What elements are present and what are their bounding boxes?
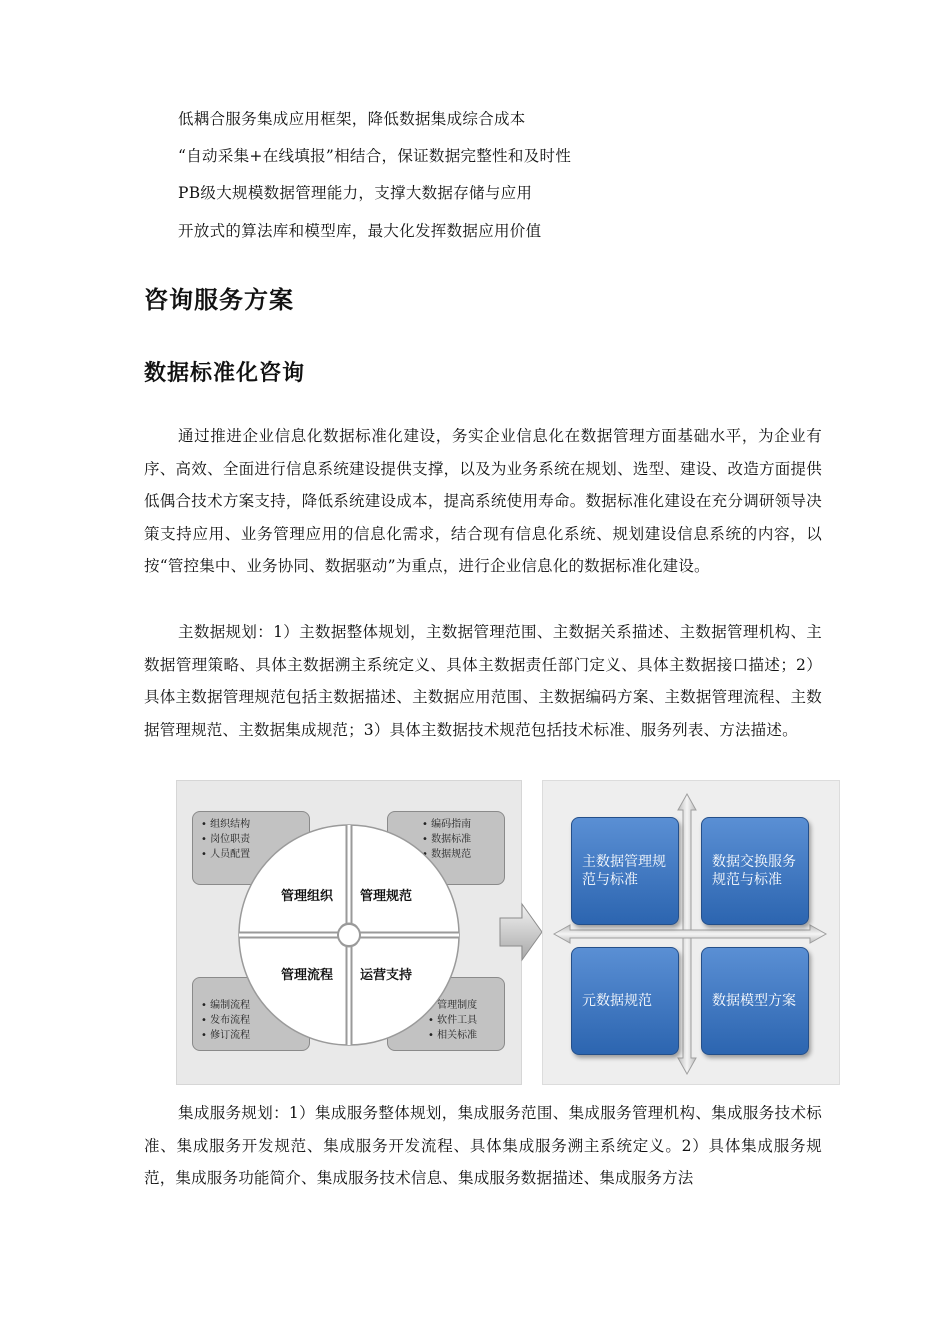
quadrant-label: 管理组织 [281,889,334,904]
detail-item: • 人员配置 [201,847,309,862]
feature-line-4: 开放式的算法库和模型库，最大化发挥数据应用价值 [178,222,542,240]
right-arrow-icon [498,902,546,962]
governance-wheel-panel [176,780,522,1085]
detail-item: • 数据标准 [422,832,504,847]
quadrant-label: 管理流程 [281,968,334,983]
feature-line-1: 低耦合服务集成应用框架，降低数据集成综合成本 [178,110,526,128]
detail-item: • 编制流程 [201,998,309,1013]
detail-item: • 组织结构 [201,817,309,832]
detail-item: • 相关标准 [428,1028,504,1043]
section-heading: 咨询服务方案 [144,286,294,314]
detail-item: • 修订流程 [201,1028,309,1043]
master-data-paragraph: 主数据规划：1）主数据整体规划，主数据管理范围、主数据关系描述、主数据管理机构、主数据管理策略、具体主数据溯主系统定义、具体主数据责任部门定义、具体主数据接口描述；2）具体主数据管理规范包括主数据描述、主数据应用范围、主数据编码方案、主数据管理流程、主数据管理规范、主数据集成规范；3）具体主数据技术规范包括技术标准、服务列表、方法描述。 [144,623,822,739]
detail-item: • 数据规范 [422,847,504,862]
feature-line-3: PB级大规模数据管理能力，支撑大数据存储与应用 [178,184,533,202]
detail-item: • 岗位职责 [201,832,309,847]
detail-item: • 发布流程 [201,1013,309,1028]
quadrant-label: 管理规范 [360,889,413,904]
data-governance-figure [176,780,840,1085]
quadrant-label: 运营支持 [360,968,413,983]
data-exchange-standard-box: 数据交换服务规范与标准 [701,817,809,925]
feature-line-2: “自动采集+在线填报”相结合，保证数据完整性和及时性 [178,147,572,165]
data-model-box: 数据模型方案 [701,947,809,1055]
detail-item: • 软件工具 [428,1013,504,1028]
integration-service-paragraph: 集成服务规划：1）集成服务整体规划，集成服务范围、集成服务管理机构、集成服务技术标准、集成服务开发规范、集成服务开发流程、具体集成服务溯主系统定义。2）具体集成服务规范，集成服务功能简介、集成服务技术信息、集成服务数据描述、集成服务方法 [144,1104,822,1187]
detail-item: • 编码指南 [422,817,504,832]
detail-item: • 管理制度 [428,998,504,1013]
master-data-standard-box: 主数据管理规范与标准 [571,817,679,925]
standards-matrix-panel [542,780,840,1085]
intro-paragraph: 通过推进企业信息化数据标准化建设，务实企业信息化在数据管理方面基础水平，为企业有序、高效、全面进行信息系统建设提供支撑，以及为业务系统在规划、选型、建设、改造方面提供低偶合技术方案支持，降低系统建设成本，提高系统使用寿命。数据标准化建设在充分调研领导决策支持应用、业务管理应用的信息化需求，结合现有信息化系统、规划建设信息系统的内容，以按“管控集中、业务协同、数据驱动”为重点，进行企业信息化的数据标准化建设。 [144,427,822,575]
governance-wheel [177,781,523,1086]
metadata-standard-box: 元数据规范 [571,947,679,1055]
subsection-heading: 数据标准化咨询 [144,361,306,386]
